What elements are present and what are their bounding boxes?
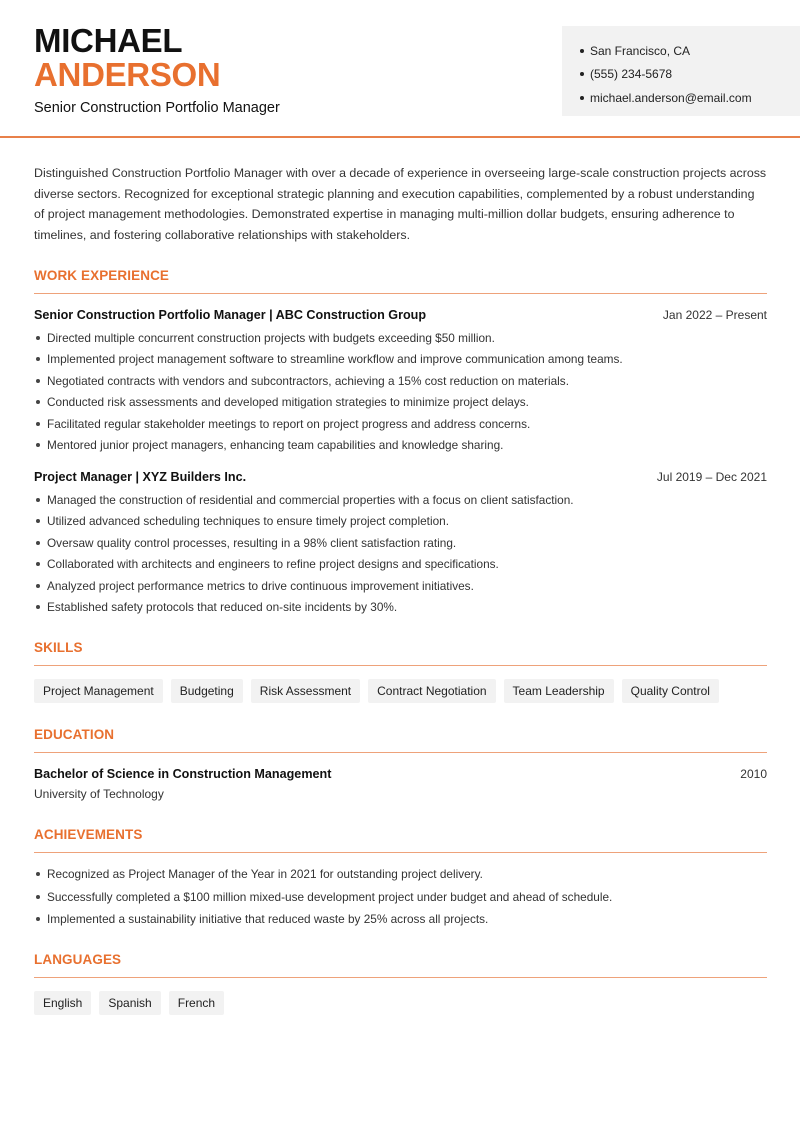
contact-location-text: San Francisco, CA (590, 43, 691, 58)
list-item-text: Implemented a sustainability initiative that reduced waste by 25% across all projects. (47, 912, 489, 927)
bullet-icon (36, 498, 40, 502)
job-title: Senior Construction Portfolio Manager (34, 100, 280, 116)
bullet-icon (580, 49, 584, 53)
list-item (34, 575, 767, 597)
list-item (34, 885, 767, 908)
last-name: ANDERSON (34, 56, 221, 93)
resume-header (0, 0, 800, 138)
section-title-achievements: ACHIEVEMENTS (34, 826, 143, 842)
list-item-text: Established safety protocols that reduced on-site incidents by 30%. (47, 600, 398, 615)
bullet-icon (36, 443, 40, 447)
bullet-icon (36, 562, 40, 566)
list-item-text: Collaborated with architects and engineers to refine project designs and specifications. (47, 557, 499, 572)
section-divider (34, 852, 767, 853)
list-item (34, 596, 767, 618)
bullet-icon (36, 917, 40, 921)
contact-phone-text: (555) 234-5678 (590, 67, 673, 82)
resume-body (34, 163, 767, 1015)
language-chip: English (34, 991, 91, 1015)
list-item-text: Oversaw quality control processes, resulting in a 98% client satisfaction rating. (47, 535, 457, 550)
job-header (34, 308, 767, 322)
list-item (34, 327, 767, 349)
language-chip: French (169, 991, 224, 1015)
education-header (34, 767, 767, 781)
section-divider (34, 977, 767, 978)
list-item (34, 489, 767, 511)
achievements-list (34, 863, 767, 931)
languages-list (34, 991, 767, 1015)
section-divider (34, 665, 767, 666)
list-item (34, 348, 767, 370)
list-item-text: Implemented project management software to streamline workflow and improve communication among teams. (47, 352, 623, 367)
languages-section (34, 952, 767, 1015)
job-entry (34, 470, 767, 618)
achievements-section (34, 827, 767, 931)
job-dates: Jan 2022 – Present (662, 307, 767, 322)
job-role: Senior Construction Portfolio Manager | ABC Construction Group (34, 307, 427, 322)
list-item-text: Managed the construction of residential and commercial properties with a focus on client satisfaction. (47, 492, 574, 507)
bullet-icon (36, 605, 40, 609)
skill-chip: Project Management (34, 679, 163, 703)
education-section (34, 727, 767, 801)
section-divider (34, 293, 767, 294)
bullet-icon (580, 72, 584, 76)
contact-box (562, 26, 800, 116)
list-item-text: Utilized advanced scheduling techniques to ensure timely project completion. (47, 514, 449, 529)
work-experience-section (34, 268, 767, 618)
skills-section (34, 640, 767, 703)
list-item (34, 413, 767, 435)
section-title-work: WORK EXPERIENCE (34, 267, 170, 283)
job-bullets (34, 489, 767, 618)
section-title-education: EDUCATION (34, 726, 115, 742)
education-entry (34, 767, 767, 801)
contact-location (580, 39, 800, 63)
graduation-year: 2010 (740, 766, 767, 781)
list-item-text: Directed multiple concurrent construction projects with budgets exceeding $50 million. (47, 330, 495, 345)
professional-summary: Distinguished Construction Portfolio Manager with over a decade of experience in overseeing large-scale construction projects across diverse sectors. Recognized for exceptional strategic planning and execution capabilities, complemented by a robust understanding of project management methodologies. Demonstrated expertise in managing multi-million dollar budgets, ensuring adherence to timelines, and fostering collaborative relationships with stakeholders. (34, 166, 767, 243)
bullet-icon (36, 872, 40, 876)
bullet-icon (36, 422, 40, 426)
bullet-icon (36, 895, 40, 899)
bullet-icon (36, 584, 40, 588)
section-divider (34, 752, 767, 753)
candidate-name (34, 24, 220, 92)
school-name: University of Technology (34, 786, 164, 801)
contact-email (580, 86, 800, 110)
skill-chip: Contract Negotiation (368, 679, 495, 703)
list-item (34, 553, 767, 575)
first-name: MICHAEL (34, 22, 183, 59)
contact-phone (580, 63, 800, 87)
bullet-icon (36, 357, 40, 361)
section-title-skills: SKILLS (34, 639, 83, 655)
skill-chip: Team Leadership (504, 679, 614, 703)
list-item-text: Analyzed project performance metrics to drive continuous improvement initiatives. (47, 578, 474, 593)
job-dates: Jul 2019 – Dec 2021 (656, 469, 767, 484)
list-item-text: Negotiated contracts with vendors and subcontractors, achieving a 15% cost reduction on materials. (47, 373, 569, 388)
job-header (34, 470, 767, 484)
bullet-icon (36, 336, 40, 340)
section-title-languages: LANGUAGES (34, 952, 122, 968)
contact-email-text: michael.anderson@email.com (590, 90, 752, 105)
list-item-text: Mentored junior project managers, enhancing team capabilities and knowledge sharing. (47, 438, 504, 453)
list-item (34, 532, 767, 554)
skill-chip: Risk Assessment (251, 679, 360, 703)
skill-chip: Quality Control (622, 679, 719, 703)
list-item-text: Successfully completed a $100 million mixed-use development project under budget and ahead of schedule. (47, 889, 613, 904)
job-role: Project Manager | XYZ Builders Inc. (34, 469, 247, 484)
bullet-icon (36, 541, 40, 545)
list-item (34, 863, 767, 886)
list-item (34, 370, 767, 392)
list-item (34, 391, 767, 413)
list-item (34, 510, 767, 532)
bullet-icon (580, 96, 584, 100)
job-entry (34, 308, 767, 456)
job-bullets (34, 327, 767, 456)
skill-chip: Budgeting (171, 679, 243, 703)
bullet-icon (36, 400, 40, 404)
list-item (34, 434, 767, 456)
language-chip: Spanish (99, 991, 160, 1015)
list-item (34, 908, 767, 931)
list-item-text: Recognized as Project Manager of the Year in 2021 for outstanding project delivery. (47, 867, 483, 882)
list-item-text: Facilitated regular stakeholder meetings to report on project progress and address concerns. (47, 416, 531, 431)
skills-list (34, 679, 767, 703)
list-item-text: Conducted risk assessments and developed mitigation strategies to minimize project delays. (47, 395, 529, 410)
bullet-icon (36, 519, 40, 523)
degree: Bachelor of Science in Construction Management (34, 766, 332, 781)
bullet-icon (36, 379, 40, 383)
